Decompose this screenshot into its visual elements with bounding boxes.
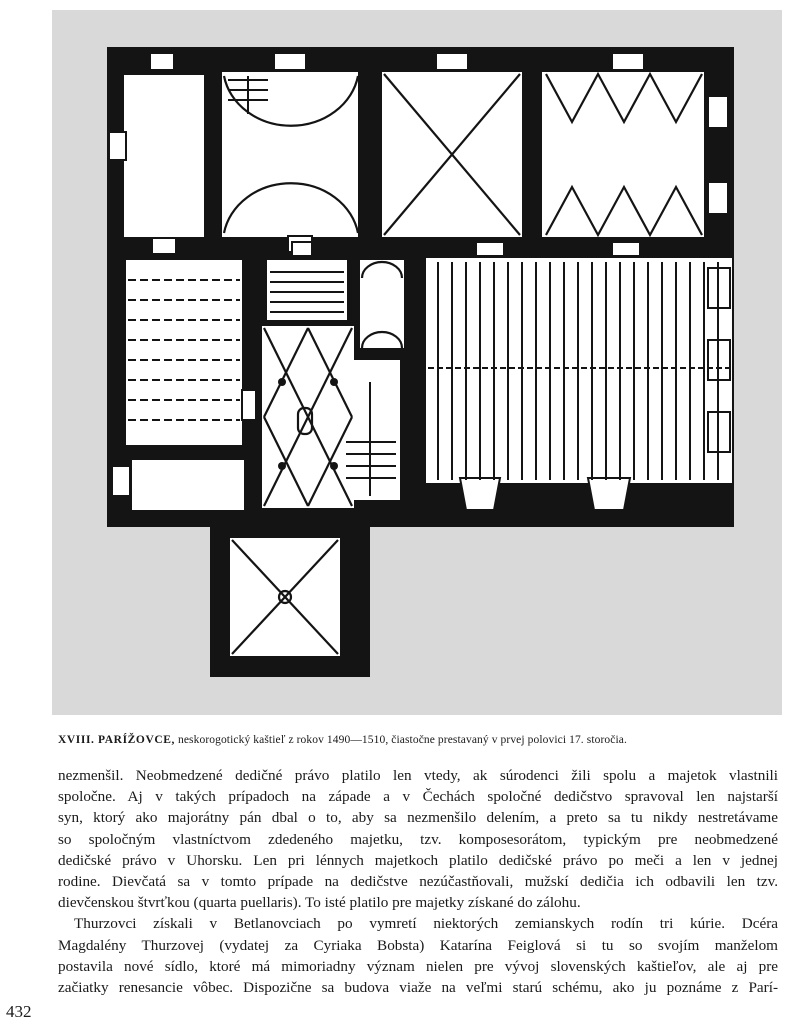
room-sw-small — [132, 460, 244, 510]
room-north-vault — [222, 72, 358, 237]
floor-plan-figure — [52, 10, 782, 715]
rosette — [278, 462, 286, 470]
text-line: syn, ktorý ako majorátny pán dbal o to, aby sa nezmenšilo delením, a preto sa tu nikdy nestretávame — [58, 809, 778, 827]
text-line: nezmenšil. Neobmedzené dedičné právo platilo len vtedy, ak súrodenci žili spolu a majetok vlastnili — [58, 767, 778, 784]
window — [436, 53, 468, 70]
window — [152, 238, 176, 254]
room-ne — [542, 72, 704, 237]
window — [708, 182, 728, 214]
text-line: so spoločným vlastníctvom zdedeného majetku, tzv. komposesorátom, typickým pre neobmedzené — [58, 830, 778, 848]
window — [292, 242, 312, 256]
room-nw — [124, 75, 204, 237]
floor-plan-drawing — [52, 10, 782, 715]
rosette — [278, 378, 286, 386]
window — [150, 53, 174, 70]
window — [460, 478, 500, 510]
text-line: rodine. Dievčatá sa v tomto prípade na dedičstve nezúčastňovali, mužskí dedičia ich odbavili len tzv. — [58, 872, 778, 890]
window — [109, 132, 126, 160]
page-number: 432 — [6, 1002, 32, 1021]
window — [274, 53, 306, 70]
rosette — [330, 378, 338, 386]
text-line: Magdalény Thurzovej (vydatej za Cyriaka Bobsta) Katarína Feiglová si tu so svojím manželom — [58, 936, 778, 954]
text-line: dedičské právo v Uhorsku. Len pri lénnych majetkoch platilo dedičské právo po meči a len v jednej — [58, 851, 778, 869]
text-line: začiatky renesancie vôbec. Dispozične sa budova viaže na veľmi starú schému, ako ju poznáme z Parí- — [58, 978, 778, 996]
caption-text: neskorogotický kaštieľ z rokov 1490—1510, čiastočne prestavaný v prvej polovici 17. storočia. — [175, 734, 627, 746]
room-west-stair — [126, 260, 242, 445]
body-text — [58, 765, 778, 998]
window — [242, 390, 256, 420]
window — [708, 96, 728, 128]
window — [112, 466, 130, 496]
text-line: postavila nové sídlo, ktoré má mimoriadny význam nielen pre vývoj slovenských kaštieľov, ale aj pre — [58, 957, 778, 975]
window — [612, 53, 644, 70]
caption-lead: XVIII. PARÍŽOVCE, — [58, 734, 176, 746]
rosette — [330, 462, 338, 470]
room-niche — [360, 260, 404, 348]
text-line: Thurzovci získali v Betlanovciach po vymretí niektorých zemianskych rodín tri kúrie. Dcéra — [74, 915, 778, 933]
window — [612, 242, 640, 256]
window — [476, 242, 504, 256]
text-line: spoločne. Aj v takých prípadoch na západe a v Čechách spoločné dedičstvo spravoval len najstarší — [58, 788, 778, 806]
text-line: dievčenskou štvrťkou (quarta puellaris). To isté platilo pre majetky získané do zálohu. — [58, 894, 581, 912]
window — [588, 478, 630, 510]
figure-caption — [58, 734, 778, 746]
